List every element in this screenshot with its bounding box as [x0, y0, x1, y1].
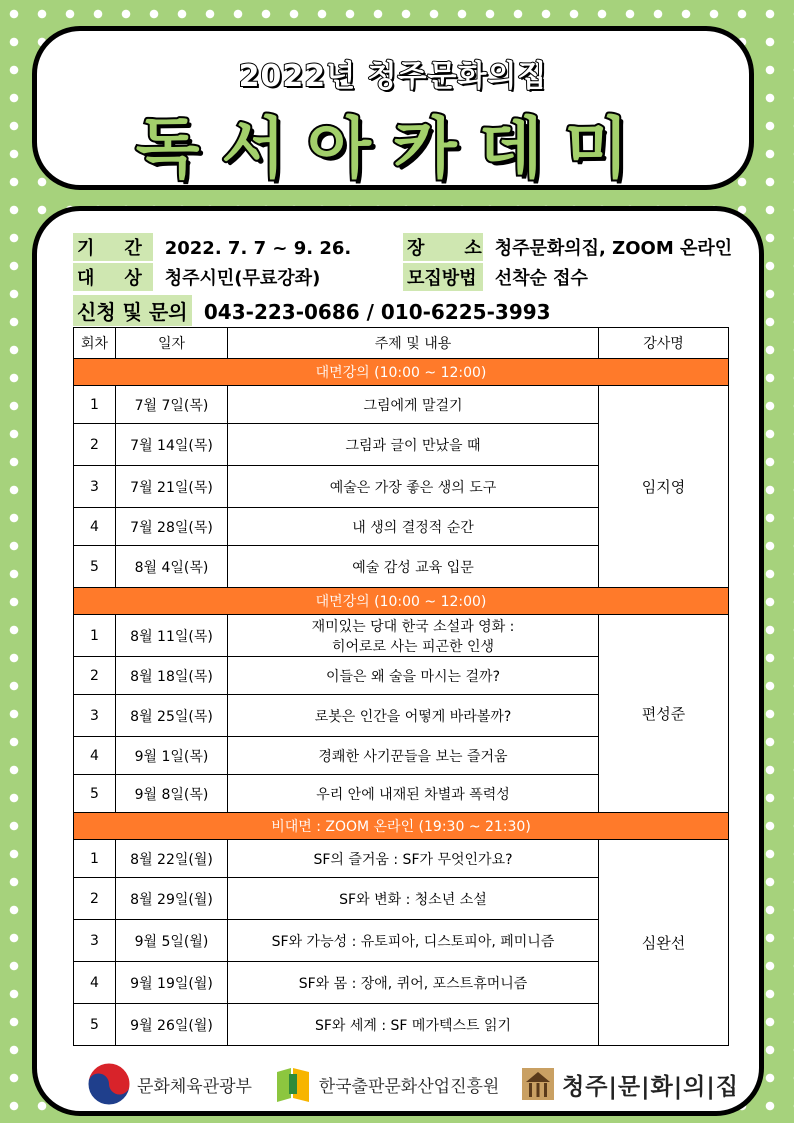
recruit-line [403, 263, 588, 291]
table-row [74, 840, 729, 878]
culture-house-icon [520, 1066, 556, 1102]
subtitle: 2022년 청주문화의집 [238, 59, 548, 94]
row-topic: 예술은 가장 좋은 생의 도구 [228, 466, 599, 508]
place-line [403, 233, 732, 261]
period-line [73, 233, 351, 261]
table-row [74, 386, 729, 424]
lecturer-cell: 임지영 [599, 386, 729, 588]
header-lecturer: 강사명 [599, 328, 729, 359]
row-topic: 그림과 글이 만났을 때 [228, 424, 599, 466]
table-header-row [74, 328, 729, 359]
header-topic: 주제 및 내용 [228, 328, 599, 359]
row-no: 3 [74, 695, 116, 737]
row-date: 9월 26일(월) [116, 1004, 228, 1046]
row-date: 7월 7일(목) [116, 386, 228, 424]
section-row [74, 588, 729, 615]
logo-mcst [87, 1062, 252, 1106]
row-topic: 로봇은 인간을 어떻게 바라볼까? [228, 695, 599, 737]
row-date: 8월 11일(목) [116, 615, 228, 657]
row-topic: SF의 즐거움 : SF가 무엇인가요? [228, 840, 599, 878]
row-date: 7월 28일(목) [116, 508, 228, 546]
lecturer-cell: 편성준 [599, 615, 729, 813]
row-date: 9월 8일(목) [116, 775, 228, 813]
row-topic-line2: 히어로로 사는 피곤한 인생 [331, 638, 495, 655]
row-date: 8월 25일(목) [116, 695, 228, 737]
header-date: 일자 [116, 328, 228, 359]
row-topic: 우리 안에 내재된 차별과 폭력성 [228, 775, 599, 813]
section-label: 대면강의 (10:00 ~ 12:00) [74, 588, 729, 615]
row-topic: SF와 가능성 : 유토피아, 디스토피아, 페미니즘 [228, 920, 599, 962]
lecturer-cell: 심완선 [599, 840, 729, 1046]
main-title: 독서아카데미 [135, 110, 651, 187]
recruit-value: 선착순 접수 [494, 268, 588, 289]
taegeuk-icon [87, 1062, 131, 1106]
row-topic: SF와 세계 : SF 메가텍스트 읽기 [228, 1004, 599, 1046]
row-topic: 이들은 왜 술을 마시는 걸까? [228, 657, 599, 695]
period-value: 2022. 7. 7 ~ 9. 26. [164, 238, 352, 259]
place-value: 청주문화의집, ZOOM 온라인 [494, 238, 733, 259]
section-label: 대면강의 (10:00 ~ 12:00) [74, 359, 729, 386]
section-label: 비대면 : ZOOM 온라인 (19:30 ~ 21:30) [74, 813, 729, 840]
target-line [73, 263, 320, 291]
row-date: 8월 18일(목) [116, 657, 228, 695]
sponsor-logos [87, 1059, 739, 1109]
row-date: 8월 29일(월) [116, 878, 228, 920]
recruit-label: 모집방법 [403, 263, 483, 291]
logo-kpipa-text: 한국출판문화산업진흥원 [318, 1076, 500, 1097]
row-no: 4 [74, 508, 116, 546]
target-value: 청주시민(무료강좌) [164, 268, 321, 289]
contact-value: 043-223-0686 / 010-6225-3993 [203, 300, 551, 324]
row-topic: SF와 변화 : 청소년 소설 [228, 878, 599, 920]
row-no: 1 [74, 615, 116, 657]
section-row [74, 813, 729, 840]
row-date: 8월 22일(월) [116, 840, 228, 878]
row-date: 9월 1일(목) [116, 737, 228, 775]
row-topic: SF와 몸 : 장애, 퀴어, 포스트휴머니즘 [228, 962, 599, 1004]
row-no: 3 [74, 920, 116, 962]
row-date: 7월 14일(목) [116, 424, 228, 466]
row-topic [228, 615, 599, 657]
contact-line [73, 295, 551, 326]
row-topic: 그림에게 말걸기 [228, 386, 599, 424]
book-icon [273, 1064, 313, 1104]
row-no: 2 [74, 878, 116, 920]
row-topic: 예술 감성 교육 입문 [228, 546, 599, 588]
contact-label: 신청 및 문의 [73, 295, 192, 326]
row-no: 1 [74, 840, 116, 878]
row-date: 9월 5일(월) [116, 920, 228, 962]
row-topic: 경쾌한 사기꾼들을 보는 즐거움 [228, 737, 599, 775]
row-no: 3 [74, 466, 116, 508]
place-label: 장소 [403, 233, 483, 261]
row-topic-line1: 재미있는 당대 한국 소설과 영화 : [311, 618, 515, 635]
row-date: 9월 19일(월) [116, 962, 228, 1004]
row-date: 8월 4일(목) [116, 546, 228, 588]
schedule-table [73, 327, 729, 1046]
content-box [32, 206, 764, 1116]
row-no: 5 [74, 1004, 116, 1046]
logo-mcst-text: 문화체육관광부 [137, 1076, 252, 1097]
row-no: 2 [74, 424, 116, 466]
period-label: 기간 [73, 233, 153, 261]
logo-culture-house-text: 청주|문|화|의|집 [562, 1073, 739, 1100]
header-no: 회차 [74, 328, 116, 359]
row-no: 1 [74, 386, 116, 424]
row-no: 5 [74, 775, 116, 813]
logo-kpipa [273, 1064, 500, 1104]
section-row [74, 359, 729, 386]
row-no: 4 [74, 962, 116, 1004]
row-no: 4 [74, 737, 116, 775]
row-no: 5 [74, 546, 116, 588]
row-no: 2 [74, 657, 116, 695]
row-topic: 내 생의 결정적 순간 [228, 508, 599, 546]
table-row [74, 615, 729, 657]
title-box [32, 26, 754, 190]
row-date: 7월 21일(목) [116, 466, 228, 508]
logo-culture-house [520, 1066, 739, 1102]
target-label: 대상 [73, 263, 153, 291]
